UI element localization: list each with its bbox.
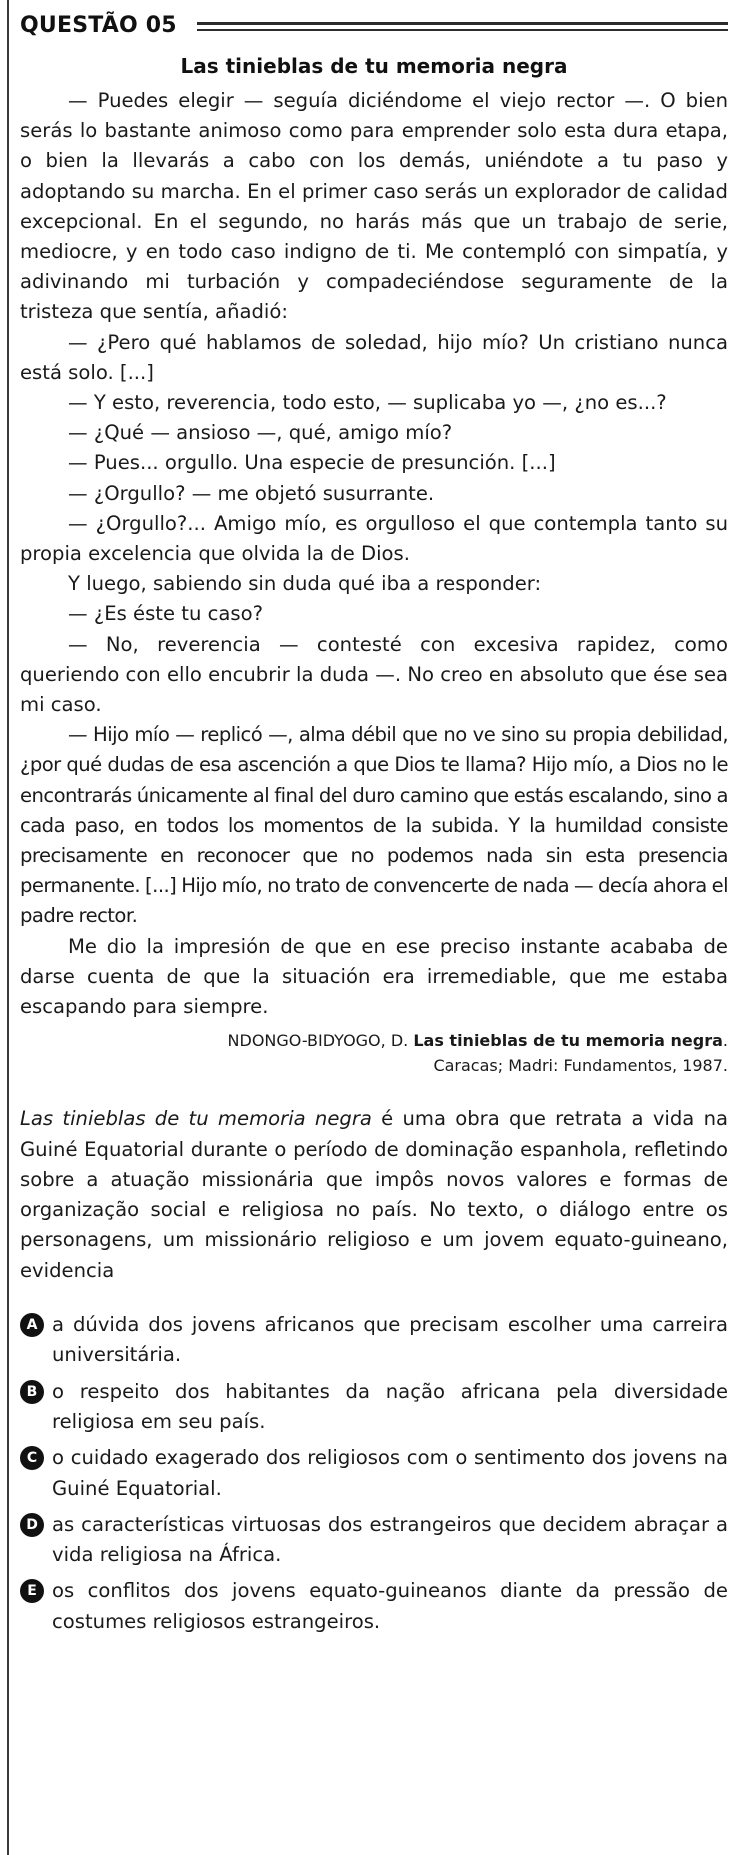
answer-options — [20, 1310, 728, 1637]
question-header — [20, 0, 728, 50]
question-label: QUESTÃO 05 — [20, 12, 177, 38]
passage-paragraph: — Hijo mío — replicó —, alma débil que no ve sino su propia debilidad, ¿por qué dudas de esa ascención a que Dios te llama? Hijo mío, a Dios no le encontrarás únicamente al final del duro camino que estás escalando, sino a cada paso, en todos los momentos de la subida. Y la humildad consiste precisamente en reconocer que no podemos nada sin esta presencia permanente. [...] Hijo mío, no trato de convencerte de nada — decía ahora el padre rector. — [20, 723, 728, 928]
option-c[interactable] — [20, 1443, 728, 1504]
option-text: o respeito dos habitantes da nação africana pela diversidade religiosa em seu país. — [52, 1379, 728, 1433]
passage-paragraph: — ¿Orgullo? — me objetó susurrante. — [68, 481, 435, 505]
option-letter-icon: D — [20, 1513, 44, 1537]
passage — [20, 86, 728, 1022]
option-letter-icon: A — [20, 1313, 44, 1337]
option-text: a dúvida dos jovens africanos que precisam escolher uma carreira universitária. — [52, 1313, 728, 1367]
passage-paragraph: — Puedes elegir — seguía diciéndome el viejo rector —. O bien serás lo bastante animoso como para emprender solo esta dura etapa, o bien la llevarás a cabo con los demás, uniéndote a tu paso y adoptando su marcha. En el primer caso serás un explorador de calidad excepcional. En el segundo, no harás más que un trabajo de serie, mediocre, y en todo caso indigno de ti. Me contempló con simpatía, y adivinando mi turbación y compadeciéndose seguramente de la tristeza que sentía, añadió: — [20, 89, 728, 324]
passage-paragraph: — Y esto, reverencia, todo esto, — suplicaba yo —, ¿no es...? — [68, 391, 667, 415]
statement-body: é uma obra que retrata a vida na Guiné Equatorial durante o período de dominação espanhola, refletindo sobre a atuação missionária que impôs novos valores e formas de organização social e religiosa no país. No texto, o diálogo entre os personagens, um missionário religioso e um jovem equato-guineano, evidencia — [20, 1107, 729, 1282]
passage-paragraph: Y luego, sabiendo sin duda qué iba a responder: — [68, 572, 542, 596]
option-b[interactable] — [20, 1377, 728, 1438]
text-title: Las tinieblas de tu memoria negra — [180, 54, 568, 78]
option-d[interactable] — [20, 1510, 728, 1571]
source-work-title: Las tinieblas de tu memoria negra — [413, 1031, 723, 1051]
option-e[interactable] — [20, 1576, 728, 1637]
header-double-rule — [197, 22, 728, 31]
passage-paragraph: — Pues... orgullo. Una especie de presunción. [...] — [68, 451, 556, 475]
option-letter-icon: C — [20, 1446, 44, 1470]
passage-paragraph: — ¿Es éste tu caso? — [68, 602, 263, 626]
option-text: as características virtuosas dos estrangeiros que decidem abraçar a vida religiosa na África. — [52, 1512, 728, 1567]
passage-paragraph: — ¿Qué — ansioso —, qué, amigo mío? — [68, 421, 453, 445]
source-period: . — [722, 1031, 728, 1051]
source-author: NDONGO-BIDYOGO, D. — [227, 1031, 409, 1051]
question-block — [20, 0, 728, 1643]
statement-work-title: Las tinieblas de tu memoria negra — [20, 1107, 372, 1131]
option-letter-icon: E — [20, 1579, 44, 1603]
option-a[interactable] — [20, 1310, 728, 1371]
passage-paragraph: Me dio la impresión de que en ese preciso instante acababa de darse cuenta de que la situación era irremediable, que me estaba escapando para siempre. — [20, 934, 728, 1019]
left-margin-rule — [7, 0, 9, 1855]
passage-paragraph: — ¿Orgullo?... Amigo mío, es orgulloso el que contempla tanto su propia excelencia que olvida la de Dios. — [20, 511, 728, 566]
option-text: os conflitos dos jovens equato-guineanos diante da pressão de costumes religiosos estrangeiros. — [52, 1579, 728, 1633]
option-text: o cuidado exagerado dos religiosos com o sentimento dos jovens na Guiné Equatorial. — [52, 1446, 728, 1500]
source-citation — [20, 1028, 728, 1078]
source-publication: Caracas; Madri: Fundamentos, 1987. — [433, 1056, 728, 1076]
option-letter-icon: B — [20, 1380, 44, 1404]
passage-paragraph: — No, reverencia — contesté con excesiva rapidez, como queriendo con ello encubrir la duda —. No creo en absoluto que ése sea mi caso. — [20, 632, 728, 717]
question-statement — [20, 1104, 728, 1286]
passage-paragraph: — ¿Pero qué hablamos de soledad, hijo mío? Un cristiano nunca está solo. [...] — [20, 330, 728, 384]
